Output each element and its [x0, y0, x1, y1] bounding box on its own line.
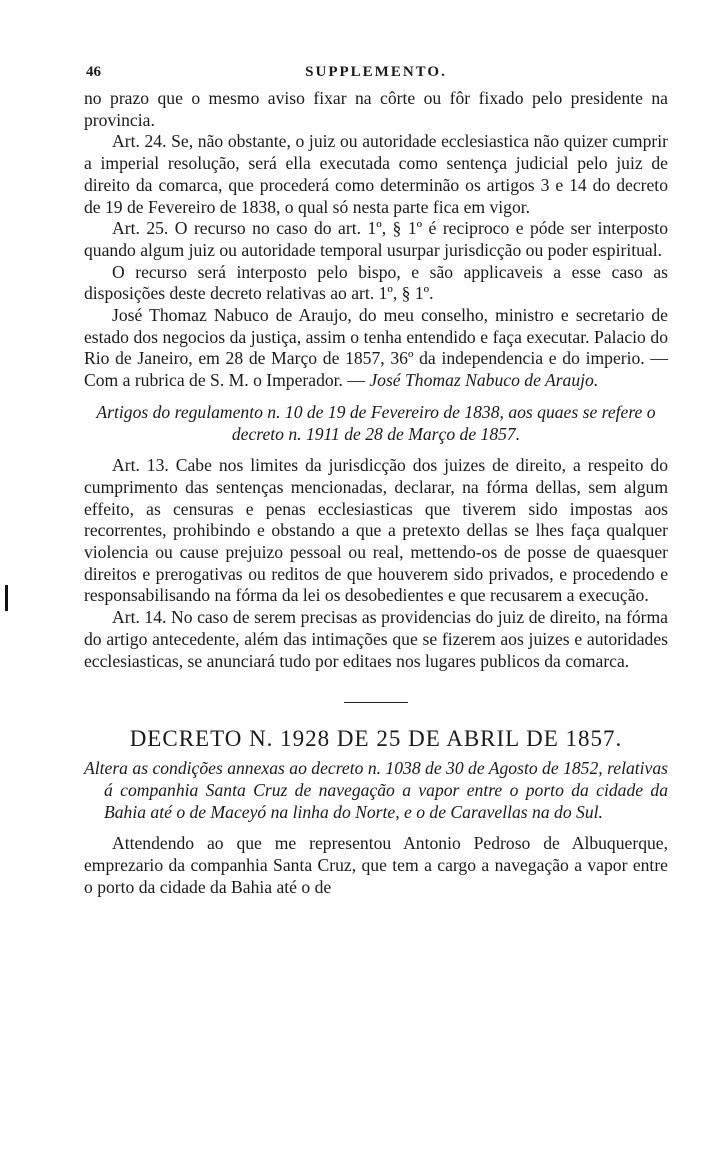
article-14: Art. 14. No caso de serem precisas as providencias do juiz de direito, na fórma do artigo antecedente, além das intimações que se fizerem aos juizes e autoridades ecclesiasticas, se anunciará tudo por editaes nos lugares publicos da comarca. [84, 607, 668, 671]
decree-summary: Altera as condições annexas ao decreto n. 1038 de 30 de Agosto de 1852, relativas á companhia Santa Cruz de navegação a vapor entre o porto da cidade da Bahia até o de Maceyó na linha do Norte, e o de Caravellas na do Sul. [84, 758, 668, 823]
closing-text: José Thomaz Nabuco de Araujo, do meu conselho, ministro e secretario de estado dos negocios da justiça, assim o tenha entendido e faça executar. Palacio do Rio de Janeiro, em 28 de Março de 1857, 36º da independencia e do imperio. — Com a rubrica de S. M. o Imperador. — [84, 305, 668, 391]
article-24: Art. 24. Se, não obstante, o juiz ou autoridade ecclesiastica não quizer cumprir a imperial resolução, será ella executada como sentença judicial pelo juiz de direito da comarca, que procederá como determinão os artigos 3 e 14 do decreto de 19 de Fevereiro de 1838, o qual só nesta parte fica em vigor. [84, 131, 668, 217]
paragraph-recurso: O recurso será interposto pelo bispo, e são applicaveis a esse caso as disposições deste decreto relativas ao art. 1º, § 1º. [84, 261, 668, 304]
page-number: 46 [86, 64, 101, 80]
article-13: Art. 13. Cabe nos limites da jurisdicção dos juizes de direito, a respeito do cumprimento das sentenças mencionadas, declarar, na fórma dellas, sem algum effeito, as censuras e penas ecclesiasticas que tiverem sido impostas aos recorrentes, prohibindo e obstando a que a pretexto dellas se lhes faça qualquer violencia ou cause prejuizo pessoal ou real, mettendo-os de posse de quaesquer direitos e prerogativas ou reditos de que houverem sido privados, e procedendo e responsabilisando na fórma da lei os desobedientes e que recusarem a execução. [84, 455, 668, 606]
page-header [84, 64, 668, 88]
reference-title: Artigos do regulamento n. 10 de 19 de Fevereiro de 1838, aos quaes se refere o decreto n. 1911 de 28 de Março de 1857. [96, 401, 656, 444]
decree-title: DECRETO N. 1928 DE 25 DE ABRIL DE 1857. [129, 726, 623, 752]
running-head: SUPPLEMENTO. [305, 64, 447, 80]
signature: José Thomaz Nabuco de Araujo. [369, 370, 599, 391]
paragraph-continuation: no prazo que o mesmo aviso fixar na côrte ou fôr fixado pelo presidente na provincia. [84, 88, 668, 130]
page [84, 64, 668, 898]
closing-paragraph [84, 305, 668, 392]
decree-opening: Attendendo ao que me representou Antonio Pedroso de Albuquerque, emprezario da companhia Santa Cruz, que tem a cargo a navegação a vapor entre o porto da cidade da Bahia até o de [84, 833, 668, 897]
margin-mark [5, 585, 8, 611]
article-25: Art. 25. O recurso no caso do art. 1º, § 1º é reciproco e póde ser interposto quando algum juiz ou autoridade temporal usurpar jurisdicção ou poder espiritual. [84, 218, 668, 260]
section-divider [344, 702, 408, 703]
